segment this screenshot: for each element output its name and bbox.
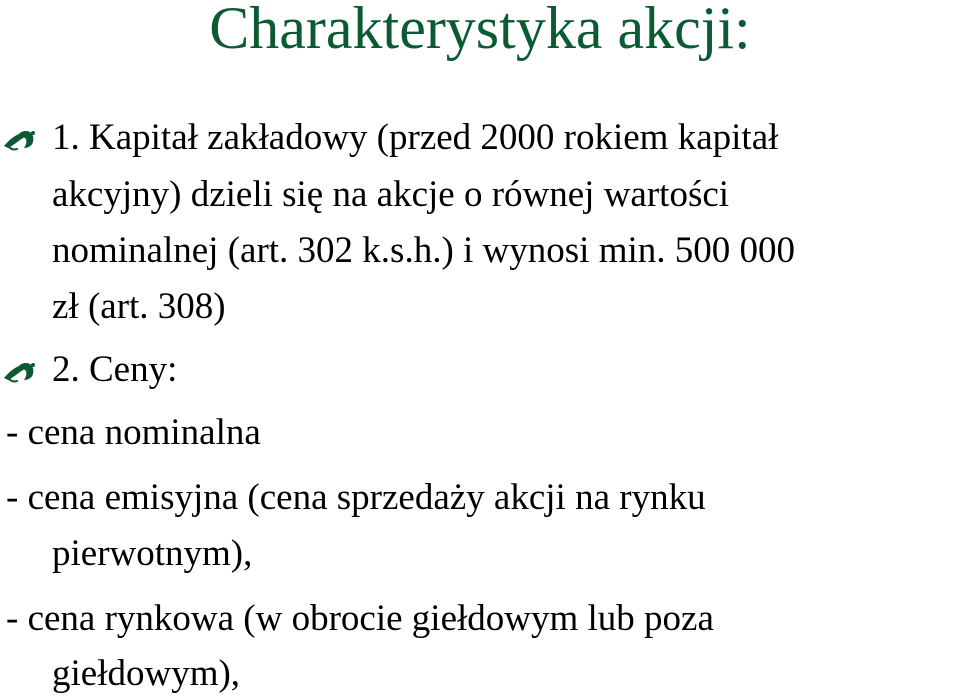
dash-item-3-line-1: - cena rynkowa (w obrocie giełdowym lub poza [6,598,714,639]
dash-item-3-line-2: giełdowym), [52,653,241,694]
bullet-2-line-1: 2. Ceny: [52,349,178,390]
dash-item-1-line-1: - cena nominalna [6,412,261,453]
slide-title: Charakterystyka akcji: [209,0,751,61]
bullet-1-line-3: nominalnej (art. 302 k.s.h.) i wynosi min. 500 000 [52,230,796,271]
leaf-fleuron-icon [2,358,38,384]
leaf-fleuron-icon [2,126,38,152]
dash-item-2-line-2: pierwotnym), [52,533,253,574]
dash-item-2-line-1: - cena emisyjna (cena sprzedaży akcji na rynku [6,477,706,518]
bullet-1-line-1: 1. Kapitał zakładowy (przed 2000 rokiem kapitał [52,117,779,158]
bullet-1-line-4: zł (art. 308) [52,286,226,327]
bullet-1-line-2: akcyjny) dzieli się na akcje o równej wartości [52,174,730,215]
